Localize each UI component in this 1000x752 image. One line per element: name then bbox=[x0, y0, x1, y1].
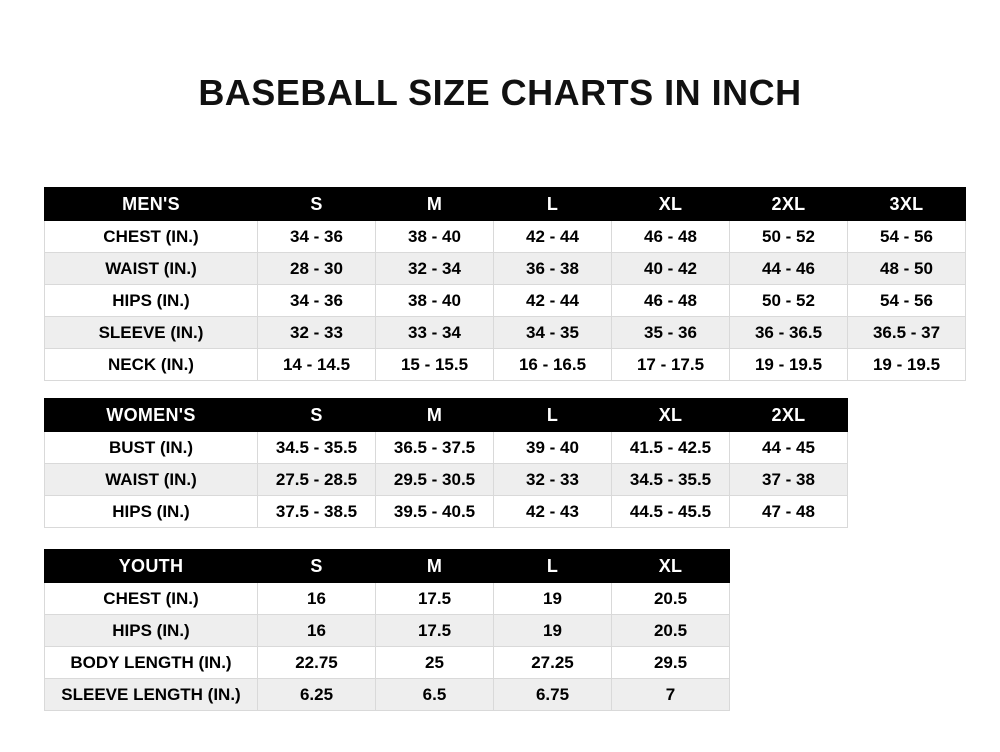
youth-body-length-xl: 29.5 bbox=[612, 647, 730, 679]
womens-waist-l: 32 - 33 bbox=[494, 464, 612, 496]
womens-size-table-container bbox=[44, 398, 848, 528]
womens-table-body bbox=[45, 432, 848, 528]
mens-hips-3xl: 54 - 56 bbox=[848, 285, 966, 317]
mens-hips-m: 38 - 40 bbox=[376, 285, 494, 317]
womens-row-label-hips: HIPS (IN.) bbox=[45, 496, 258, 528]
table-row bbox=[45, 679, 730, 711]
mens-chest-l: 42 - 44 bbox=[494, 221, 612, 253]
mens-neck-l: 16 - 16.5 bbox=[494, 349, 612, 381]
table-row bbox=[45, 583, 730, 615]
womens-bust-l: 39 - 40 bbox=[494, 432, 612, 464]
womens-size-table bbox=[44, 398, 848, 528]
youth-row-label-body-length: BODY LENGTH (IN.) bbox=[45, 647, 258, 679]
mens-waist-3xl: 48 - 50 bbox=[848, 253, 966, 285]
youth-row-label-sleeve-length: SLEEVE LENGTH (IN.) bbox=[45, 679, 258, 711]
mens-hips-2xl: 50 - 52 bbox=[730, 285, 848, 317]
youth-header-size-m: M bbox=[376, 550, 494, 583]
mens-header-size-l: L bbox=[494, 188, 612, 221]
youth-hips-s: 16 bbox=[258, 615, 376, 647]
womens-bust-m: 36.5 - 37.5 bbox=[376, 432, 494, 464]
womens-bust-s: 34.5 - 35.5 bbox=[258, 432, 376, 464]
page-title: BASEBALL SIZE CHARTS IN INCH bbox=[198, 72, 802, 113]
mens-row-label-hips: HIPS (IN.) bbox=[45, 285, 258, 317]
mens-row-label-sleeve: SLEEVE (IN.) bbox=[45, 317, 258, 349]
mens-header-size-3xl: 3XL bbox=[848, 188, 966, 221]
youth-chest-m: 17.5 bbox=[376, 583, 494, 615]
mens-waist-2xl: 44 - 46 bbox=[730, 253, 848, 285]
womens-bust-2xl: 44 - 45 bbox=[730, 432, 848, 464]
mens-chest-xl: 46 - 48 bbox=[612, 221, 730, 253]
table-header-row bbox=[45, 188, 966, 221]
youth-hips-l: 19 bbox=[494, 615, 612, 647]
youth-header-label: YOUTH bbox=[45, 550, 258, 583]
table-row bbox=[45, 615, 730, 647]
womens-hips-s: 37.5 - 38.5 bbox=[258, 496, 376, 528]
womens-waist-xl: 34.5 - 35.5 bbox=[612, 464, 730, 496]
youth-size-table-container bbox=[44, 549, 730, 711]
youth-table-header bbox=[45, 550, 730, 583]
mens-neck-2xl: 19 - 19.5 bbox=[730, 349, 848, 381]
mens-waist-s: 28 - 30 bbox=[258, 253, 376, 285]
table-row bbox=[45, 221, 966, 253]
mens-header-size-xl: XL bbox=[612, 188, 730, 221]
mens-size-table-container bbox=[44, 187, 966, 381]
mens-hips-xl: 46 - 48 bbox=[612, 285, 730, 317]
womens-hips-m: 39.5 - 40.5 bbox=[376, 496, 494, 528]
womens-header-size-s: S bbox=[258, 399, 376, 432]
youth-sleeve-length-l: 6.75 bbox=[494, 679, 612, 711]
womens-header-label: WOMEN'S bbox=[45, 399, 258, 432]
womens-hips-2xl: 47 - 48 bbox=[730, 496, 848, 528]
youth-row-label-hips: HIPS (IN.) bbox=[45, 615, 258, 647]
womens-bust-xl: 41.5 - 42.5 bbox=[612, 432, 730, 464]
mens-row-label-neck: NECK (IN.) bbox=[45, 349, 258, 381]
youth-chest-xl: 20.5 bbox=[612, 583, 730, 615]
table-row bbox=[45, 253, 966, 285]
mens-waist-m: 32 - 34 bbox=[376, 253, 494, 285]
mens-table-header bbox=[45, 188, 966, 221]
table-row bbox=[45, 496, 848, 528]
mens-sleeve-2xl: 36 - 36.5 bbox=[730, 317, 848, 349]
mens-sleeve-xl: 35 - 36 bbox=[612, 317, 730, 349]
mens-sleeve-l: 34 - 35 bbox=[494, 317, 612, 349]
mens-header-label: MEN'S bbox=[45, 188, 258, 221]
mens-waist-l: 36 - 38 bbox=[494, 253, 612, 285]
womens-header-size-l: L bbox=[494, 399, 612, 432]
youth-sleeve-length-xl: 7 bbox=[612, 679, 730, 711]
womens-hips-xl: 44.5 - 45.5 bbox=[612, 496, 730, 528]
womens-waist-2xl: 37 - 38 bbox=[730, 464, 848, 496]
mens-neck-m: 15 - 15.5 bbox=[376, 349, 494, 381]
youth-body-length-m: 25 bbox=[376, 647, 494, 679]
mens-neck-s: 14 - 14.5 bbox=[258, 349, 376, 381]
youth-body-length-s: 22.75 bbox=[258, 647, 376, 679]
mens-chest-2xl: 50 - 52 bbox=[730, 221, 848, 253]
mens-sleeve-3xl: 36.5 - 37 bbox=[848, 317, 966, 349]
mens-neck-xl: 17 - 17.5 bbox=[612, 349, 730, 381]
mens-hips-s: 34 - 36 bbox=[258, 285, 376, 317]
table-row bbox=[45, 464, 848, 496]
womens-table-header bbox=[45, 399, 848, 432]
mens-chest-s: 34 - 36 bbox=[258, 221, 376, 253]
table-header-row bbox=[45, 399, 848, 432]
mens-header-size-2xl: 2XL bbox=[730, 188, 848, 221]
womens-header-size-m: M bbox=[376, 399, 494, 432]
womens-row-label-bust: BUST (IN.) bbox=[45, 432, 258, 464]
youth-header-size-s: S bbox=[258, 550, 376, 583]
table-row bbox=[45, 285, 966, 317]
mens-neck-3xl: 19 - 19.5 bbox=[848, 349, 966, 381]
mens-header-size-s: S bbox=[258, 188, 376, 221]
womens-waist-m: 29.5 - 30.5 bbox=[376, 464, 494, 496]
womens-hips-l: 42 - 43 bbox=[494, 496, 612, 528]
youth-body-length-l: 27.25 bbox=[494, 647, 612, 679]
youth-sleeve-length-s: 6.25 bbox=[258, 679, 376, 711]
mens-waist-xl: 40 - 42 bbox=[612, 253, 730, 285]
table-row bbox=[45, 317, 966, 349]
youth-hips-xl: 20.5 bbox=[612, 615, 730, 647]
mens-sleeve-s: 32 - 33 bbox=[258, 317, 376, 349]
youth-sleeve-length-m: 6.5 bbox=[376, 679, 494, 711]
table-row bbox=[45, 349, 966, 381]
mens-hips-l: 42 - 44 bbox=[494, 285, 612, 317]
youth-size-table bbox=[44, 549, 730, 711]
youth-chest-l: 19 bbox=[494, 583, 612, 615]
mens-chest-3xl: 54 - 56 bbox=[848, 221, 966, 253]
mens-table-body bbox=[45, 221, 966, 381]
womens-header-size-2xl: 2XL bbox=[730, 399, 848, 432]
womens-header-size-xl: XL bbox=[612, 399, 730, 432]
table-row bbox=[45, 647, 730, 679]
mens-size-table bbox=[44, 187, 966, 381]
youth-header-size-l: L bbox=[494, 550, 612, 583]
mens-chest-m: 38 - 40 bbox=[376, 221, 494, 253]
table-row bbox=[45, 432, 848, 464]
youth-header-size-xl: XL bbox=[612, 550, 730, 583]
mens-sleeve-m: 33 - 34 bbox=[376, 317, 494, 349]
youth-table-body bbox=[45, 583, 730, 711]
mens-row-label-waist: WAIST (IN.) bbox=[45, 253, 258, 285]
womens-waist-s: 27.5 - 28.5 bbox=[258, 464, 376, 496]
mens-row-label-chest: CHEST (IN.) bbox=[45, 221, 258, 253]
youth-chest-s: 16 bbox=[258, 583, 376, 615]
womens-row-label-waist: WAIST (IN.) bbox=[45, 464, 258, 496]
table-header-row bbox=[45, 550, 730, 583]
youth-row-label-chest: CHEST (IN.) bbox=[45, 583, 258, 615]
youth-hips-m: 17.5 bbox=[376, 615, 494, 647]
mens-header-size-m: M bbox=[376, 188, 494, 221]
